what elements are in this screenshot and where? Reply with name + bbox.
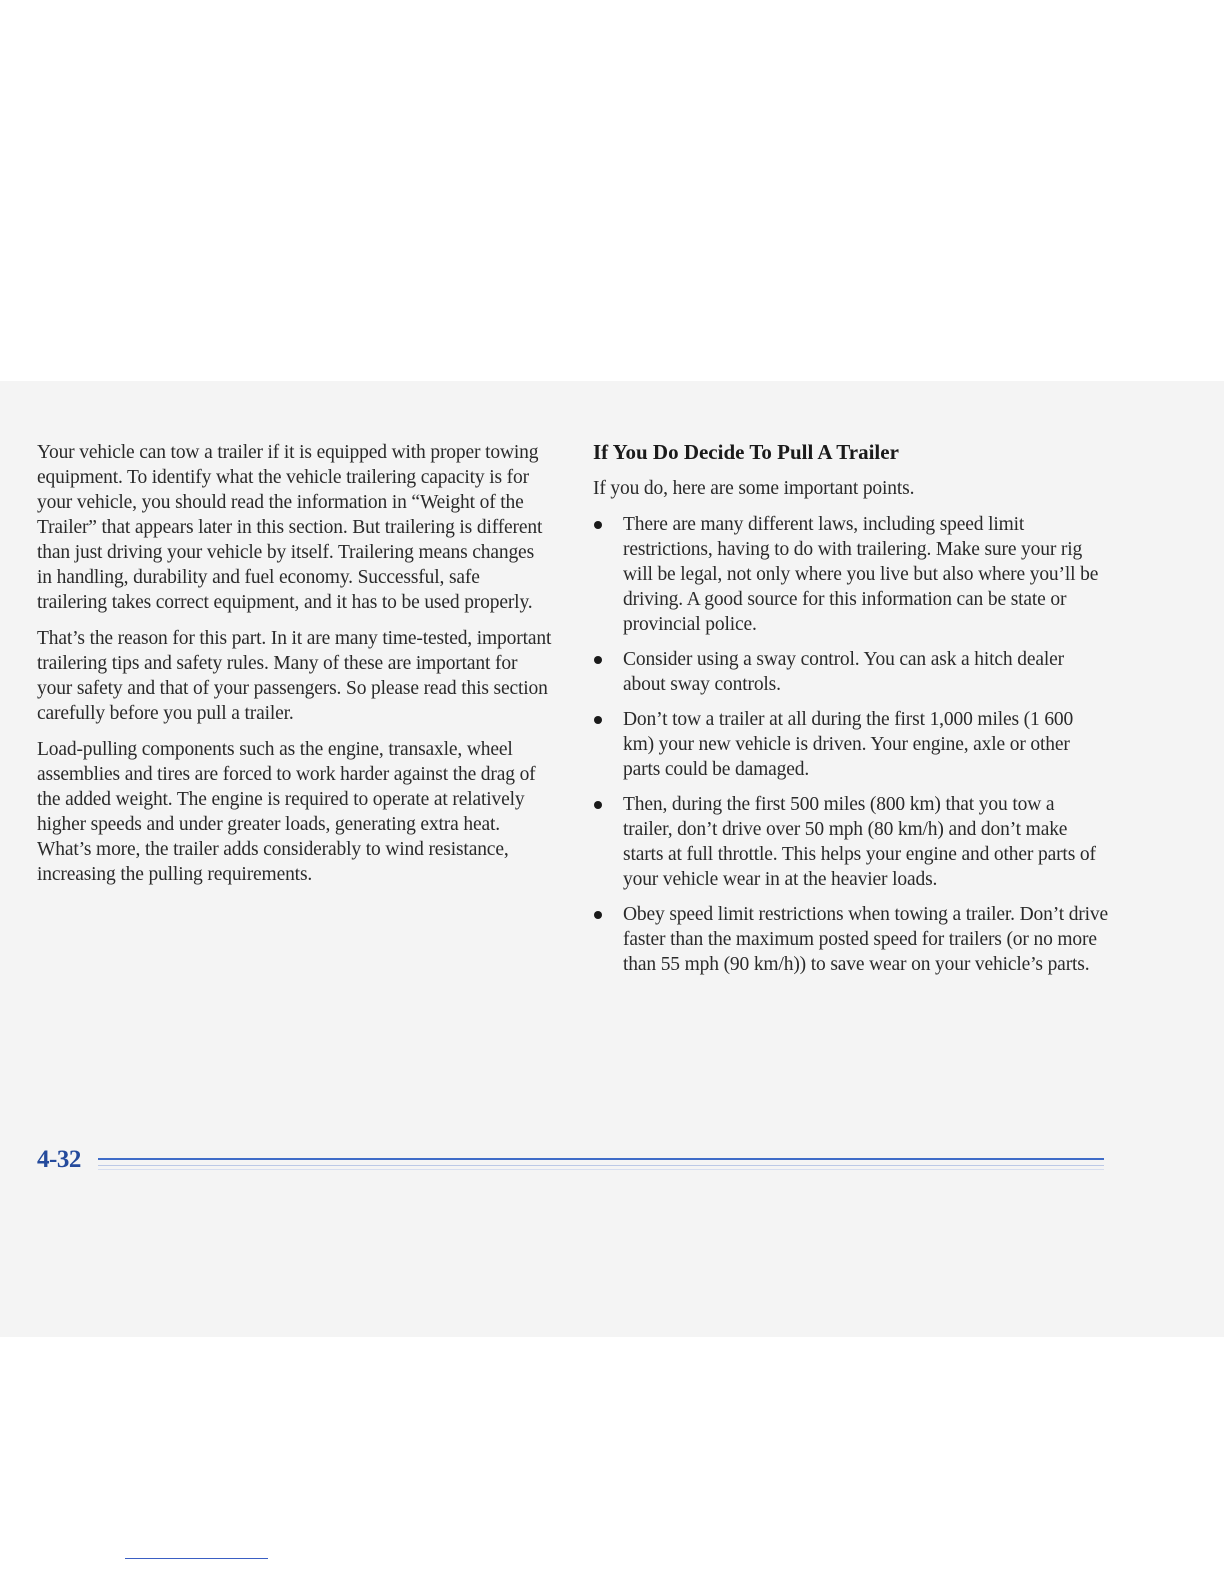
- section-heading: If You Do Decide To Pull A Trailer: [593, 440, 899, 464]
- bullet-icon: [594, 801, 602, 809]
- reason-paragraph: That’s the reason for this part. In it are many time-tested, important trailering tips and safety rules. Many of these are important for your safety and that of your passengers. So please read this section carefully before you pull a trailer.: [37, 628, 552, 724]
- intro-paragraph: Your vehicle can tow a trailer if it is equipped with proper towing equipment. To identify what the vehicle trailering capacity is for your vehicle, you should read the information in “Weight of the Trailer” that appears later in this section. But trailering is different than just driving your vehicle by itself. Trailering means changes in handling, durability and fuel economy. Successful, safe trailering takes correct equipment, and it has to be used properly.: [37, 442, 543, 613]
- footer-rule-secondary: [98, 1165, 1104, 1166]
- list-item-text: Consider using a sway control. You can ask a hitch dealer about sway controls.: [623, 649, 1064, 695]
- load-pulling-paragraph: Load-pulling components such as the engine, transaxle, wheel assemblies and tires are forced to work harder against the drag of the added weight. The engine is required to operate at relatively higher speeds and under greater loads, generating extra heat. What’s more, the trailer adds considerably to wind resistance, increasing the pulling requirements.: [37, 739, 536, 885]
- left-column: [37, 440, 552, 898]
- list-item-text: Don’t tow a trailer at all during the first 1,000 miles (1 600 km) your new vehicle is driven. Your engine, axle or other parts could be damaged.: [623, 709, 1074, 780]
- bullet-icon: [594, 911, 602, 919]
- list-item: [593, 792, 1108, 892]
- bullet-icon: [594, 521, 602, 529]
- right-column: [593, 438, 1108, 987]
- bullet-list: [593, 512, 1108, 977]
- footer-rule-tertiary: [98, 1169, 1104, 1170]
- bullet-icon: [594, 656, 602, 664]
- list-item-text: There are many different laws, including speed limit restrictions, having to do with trailering. Make sure your rig will be legal, not only where you live but also where you’ll be driving. A good source for this information can be state or provincial police.: [623, 514, 1099, 635]
- footer-rule: [98, 1158, 1104, 1160]
- list-item: [593, 707, 1108, 782]
- list-item-text: Obey speed limit restrictions when towing a trailer. Don’t drive faster than the maximum posted speed for trailers (or no more than 55 mph (90 km/h)) to save wear on your vehicle’s parts.: [623, 904, 1109, 975]
- list-item-text: Then, during the first 500 miles (800 km) that you tow a trailer, don’t drive over 50 mph (80 km/h) and don’t make starts at full throttle. This helps your engine and other parts of your vehicle wear in at the heavier loads.: [623, 794, 1096, 890]
- bottom-underline: [125, 1558, 268, 1559]
- bullet-icon: [594, 716, 602, 724]
- page-number: 4-32: [37, 1146, 81, 1173]
- list-item: [593, 647, 1108, 697]
- list-item: [593, 902, 1108, 977]
- list-item: [593, 512, 1108, 637]
- section-intro: If you do, here are some important points.: [593, 478, 915, 499]
